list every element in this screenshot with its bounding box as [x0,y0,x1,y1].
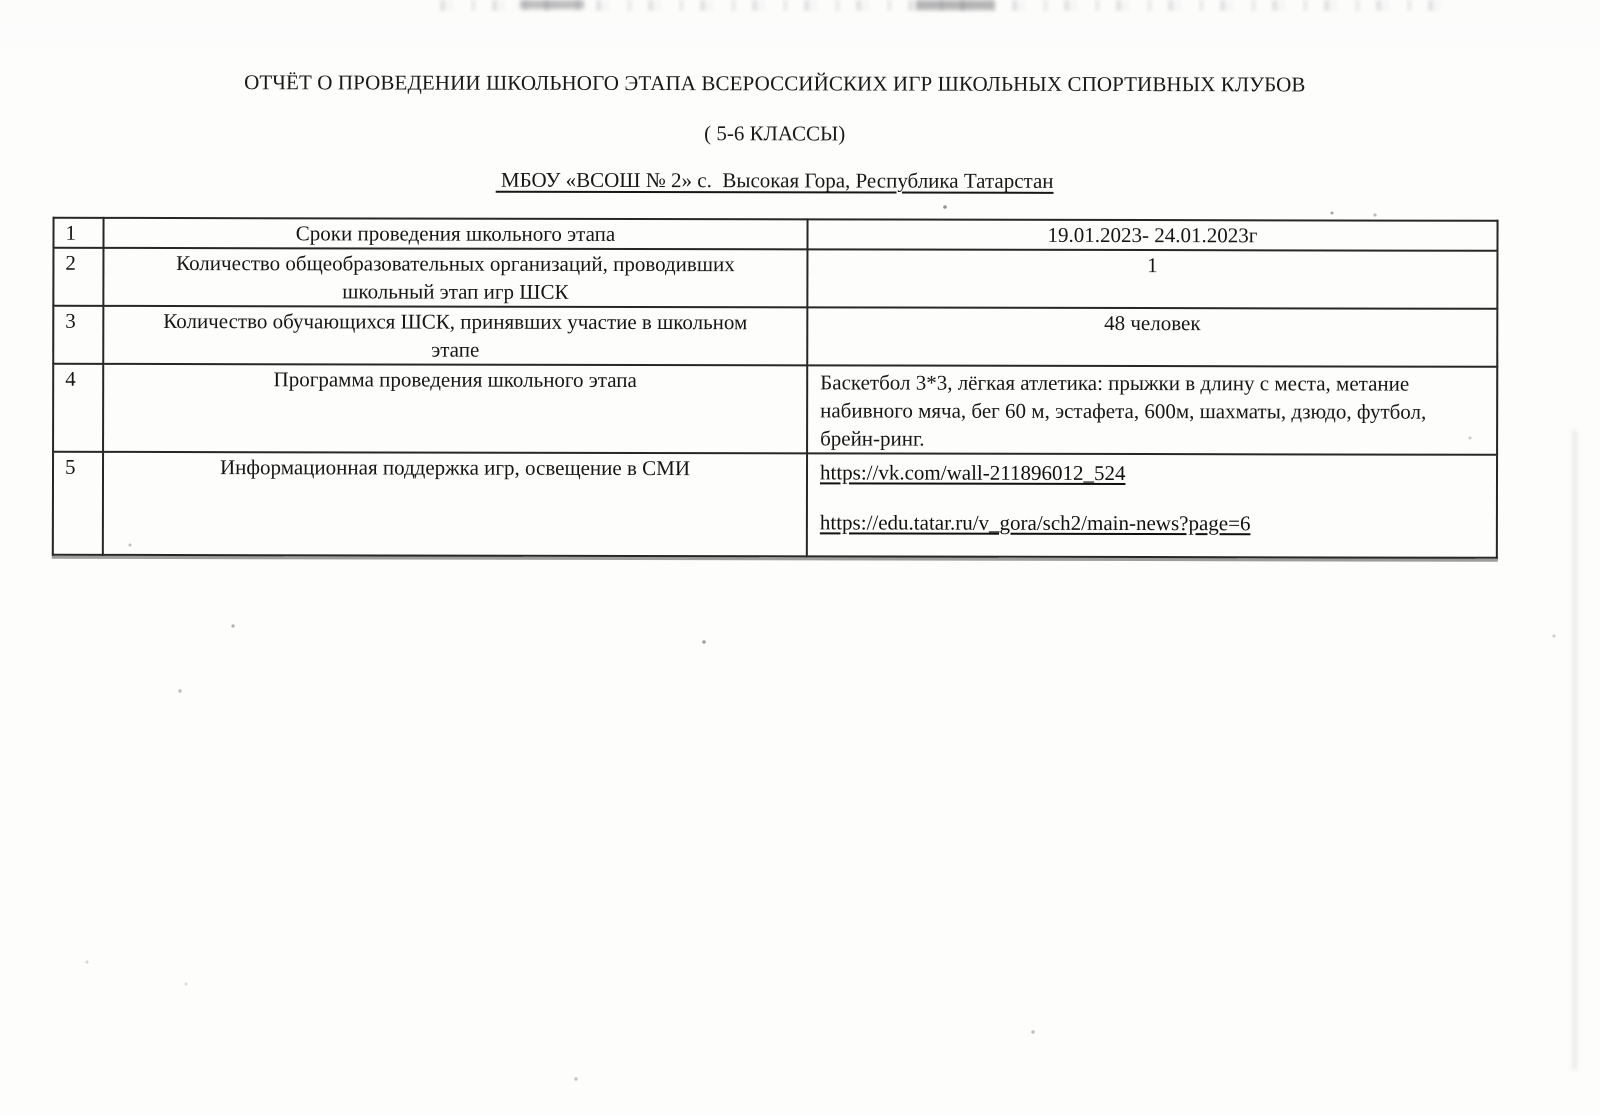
row-value-cell [807,453,1497,557]
page-subtitle: ( 5-6 КЛАССЫ) [704,121,846,146]
row-value-cell: Баскетбол 3*3, лёгкая атлетика: прыжки в длину с места, метание набивного мяча, бег 60 м, эстафета, 600м, шахматы, дзюдо, футбол, брейн-ринг. [807,365,1497,454]
row-label-cell: Количество обучающихся ШСК, принявших участие в школьном этапе [103,306,807,365]
page-title: ОТЧЁТ О ПРОВЕДЕНИИ ШКОЛЬНОГО ЭТАПА ВСЕРОССИЙСКИХ ИГР ШКОЛЬНЫХ СПОРТИВНЫХ КЛУБОВ [244,70,1306,97]
report-table [52,217,1499,559]
row-label-cell: Информационная поддержка игр, освещение в СМИ [103,452,807,556]
vk-wall-link[interactable]: https://vk.com/wall-211896012_524 [819,460,1126,486]
row-label-cell: Программа проведения школьного этапа [103,364,807,453]
row-number-cell: 3 [53,306,103,364]
edu-tatar-link[interactable]: https://edu.tatar.ru/v_gora/sch2/main-news?page=6 [819,510,1251,536]
row-value-cell: 48 человек [807,307,1497,366]
row-value-cell: 1 [807,249,1497,308]
row-number-cell: 1 [53,218,103,248]
school-name-text: МБОУ «ВСОШ № 2» с. Высокая Гора, Республика Татарстан [495,167,1054,193]
table-row [53,248,1497,309]
table-row [53,452,1497,558]
row-value-cell: 19.01.2023- 24.01.2023г [807,219,1497,250]
table-row [53,364,1497,455]
row-number-cell: 2 [53,248,103,306]
row-number-cell: 5 [53,452,103,555]
row-number-cell: 4 [53,364,103,452]
row-label-cell: Сроки проведения школьного этапа [103,218,807,249]
school-name-line [53,167,1497,195]
row-label-cell: Количество общеобразовательных организаций, проводивших школьный этап игр ШСК [103,248,807,307]
table-row [53,306,1497,367]
table-row [53,218,1497,251]
